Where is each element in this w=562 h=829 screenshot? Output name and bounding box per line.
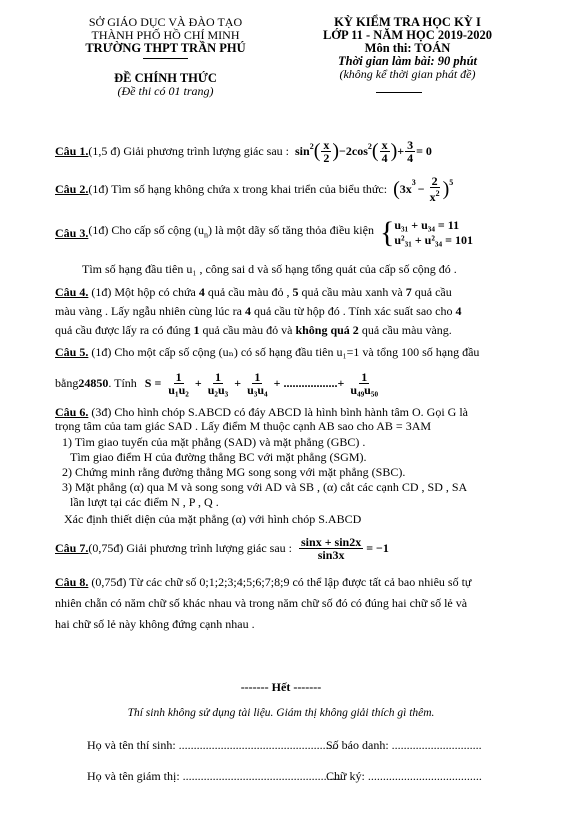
q2-expression: ( 3x $^3$ − $\frac{2}{x^2}$ ) $^5$ [393, 174, 454, 204]
header-left-divider [143, 58, 188, 59]
time-limit: Thời gian làm bài: 90 phút [337, 54, 478, 68]
question-7: Câu 7. (0,75đ) Giải phương trình lượng giác sau : $\frac{\sin x + \sin 2x}{\sin 3x}$ = −1 [55, 534, 389, 562]
header-right [300, 16, 515, 81]
q1-equation: sin $^2$ ( $\frac{x}{2}$ ) −2cos $^2$ ( $\frac{x}{4}$ ) + $\frac{3}{4}$ = 0 [295, 137, 432, 165]
q3-line2: Tìm số hạng đầu tiên u₁ , công sai d và số hạng tổng quát của cấp số cộng đó . [82, 262, 457, 276]
end-marker: ------- Hết ------- [240, 680, 322, 694]
grade-year: LỚP 11 - NĂM HỌC 2019-2020 [322, 28, 493, 42]
city-name: THÀNH PHỐ HỒ CHÍ MINH [91, 28, 240, 42]
q7-label: Câu 7. [55, 540, 89, 555]
question-5: Câu 5. (1đ) Cho một cấp số cộng (uₙ) có số hạng đầu tiên u₁=1 và tổng 100 số hạng đầu [55, 345, 480, 359]
question-3 [55, 216, 473, 250]
q3-text: (1đ) Cho cấp số cộng $(u_n)$ là một dãy số tăng thỏa điều kiện [88, 223, 374, 240]
q5-label: Câu 5. [55, 345, 89, 359]
official-label: ĐỀ CHÍNH THỨC [114, 71, 217, 85]
dept-name: SỞ GIÁO DỤC VÀ ĐÀO TẠO [88, 15, 243, 29]
q5-line2: bằng 24850 . Tính S = $\frac{1}{\text{u₁u₂}}$ + $\frac{1}{\text{u₂u₃}}$ + $\frac{1}{\text{u₃u₄}}$ + ..................+ $\frac{1}{\text{u₄₉u₅₀}}$ [55, 366, 381, 400]
q6-label: Câu 6. [55, 405, 89, 419]
q2-text: (1đ) Tìm số hạng không chứa x trong khai triển của biểu thức: [88, 181, 388, 196]
q6-part1: 1) Tìm giao tuyến của mặt phẳng (SAD) và mặt phẳng (GBC) . Tìm giao điểm H của đường thẳng BC với mặt phẳng (SGM). 2) Chứng minh rằng đường thẳng MG song song với mặt phẳng (SBC). 3) Mặt phẳng (α) qua M và song song với AD và SB , (α) cắt các cạnh CD , SD , SA lần lượt tại các điểm N , P , Q . Xác định thiết diện của mặt phẳng (α) với hình chóp S.ABCD [62, 435, 468, 526]
candidate-number-field: Số báo danh: .............................. [326, 738, 482, 752]
proctor-name-field: Họ và tên giám thị: ..................................................... [87, 769, 342, 783]
q8-label: Câu 8. [55, 575, 89, 589]
header-right-divider [376, 92, 422, 93]
q2-label: Câu 2. [55, 181, 89, 196]
q3-eq2: u²₃₁ + u²₃₄ = 101 [394, 233, 473, 247]
q3-system: { u₃₁ + u₃₄ = 11 u²₃₁ + u²₃₄ = 101 [379, 216, 473, 249]
question-6: Câu 6. (3đ) Cho hình chóp S.ABCD có đáy ABCD là hình bình hành tâm O. Gọi G là trọng tâm của tam giác SAD . Lấy điểm M thuộc cạnh AB sao cho AB = 3AM [55, 405, 468, 433]
q7-equation: $\frac{\sin x + \sin 2x}{\sin 3x}$ = −1 [301, 534, 389, 562]
question-1 [55, 136, 432, 166]
question-8: Câu 8. (0,75đ) Từ các chữ số 0;1;2;3;4;5;6;7;8;9 có thể lập được tất cả bao nhiêu số tự nhiên chẵn có năm chữ số khác nhau và trong năm chữ số đó có đúng hai chữ số lẻ và hai chữ số lẻ này không đứng cạnh nhau . [55, 575, 472, 631]
q1-text: (1,5 đ) Giải phương trình lượng giác sau : [88, 143, 290, 158]
signature-field: Chữ ký: ...................................... [326, 769, 482, 783]
time-note: (không kể thời gian phát đề) [339, 67, 476, 81]
question-2 [55, 174, 453, 204]
exam-title: KỲ KIỂM TRA HỌC KỲ I [334, 15, 481, 29]
subject: Môn thi: TOÁN [364, 41, 451, 55]
q3-eq1: u₃₁ + u₃₄ = 11 [394, 218, 460, 232]
school-name: TRƯỜNG THPT TRẦN PHÚ [85, 41, 246, 55]
candidate-name-field: Họ và tên thí sinh: ..................................................... [87, 738, 338, 752]
q4-label: Câu 4. [55, 285, 89, 299]
pages-note: (Đề thi có 01 trang) [117, 84, 214, 98]
q3-label: Câu 3. [55, 225, 89, 240]
q5-sum: S = $\frac{1}{\text{u₁u₂}}$ + $\frac{1}{\text{u₂u₃}}$ + $\frac{1}{\text{u₃u₄}}$ + ..................+ $\frac{1}{\text{u₄₉u₅₀}}$ [144, 369, 379, 397]
header-left [58, 16, 273, 98]
footer-note: Thí sinh không sử dụng tài liệu. Giám thị không giải thích gì thêm. [127, 707, 435, 719]
q1-label: Câu 1. [55, 143, 89, 158]
question-4: Câu 4. (1đ) Một hộp có chứa 4 quả cầu màu đỏ , 5 quả cầu màu xanh và 7 quả cầu màu vàng . Lấy ngẫu nhiên cùng lúc ra 4 quả cầu từ hộp đó . Tính xác suất sao cho 4 quả cầu được lấy ra có đúng 1 quả cầu màu đỏ và không quá 2 quả cầu màu vàng. [55, 285, 462, 337]
